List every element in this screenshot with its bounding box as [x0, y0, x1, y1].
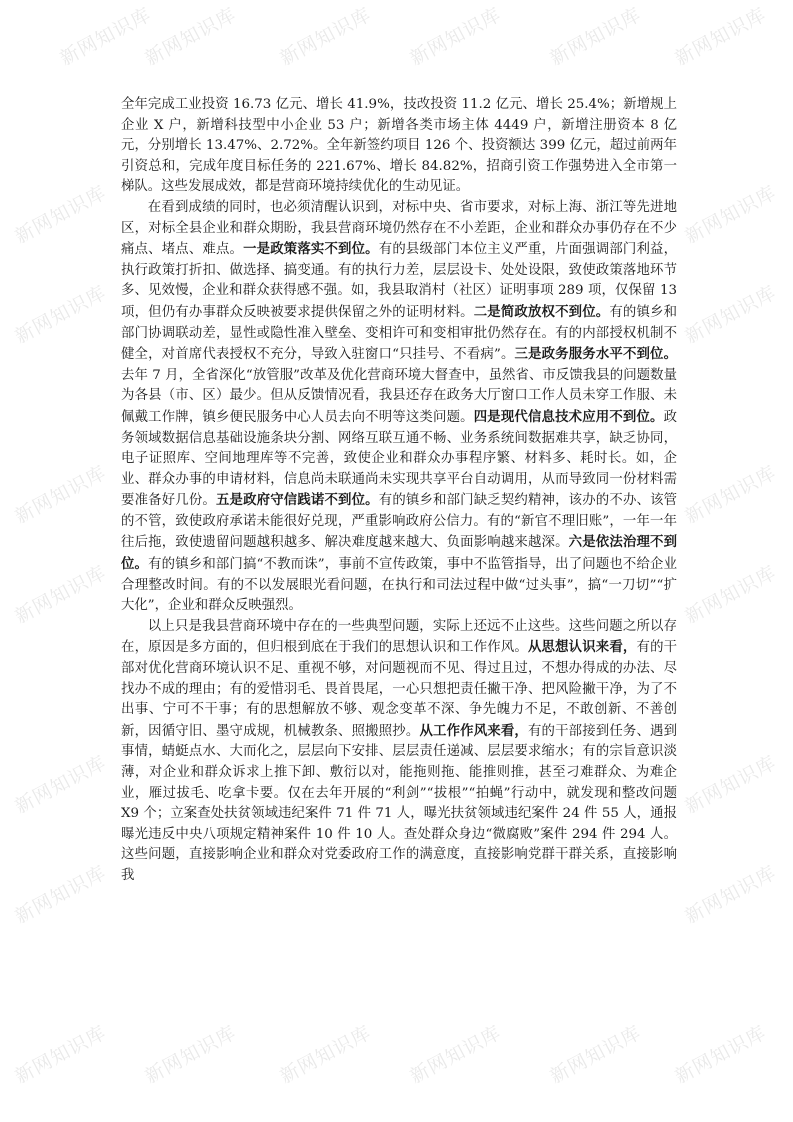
- watermark-text: 新网知识库: [681, 861, 781, 929]
- watermark-text: 新网知识库: [141, 1021, 241, 1089]
- watermark-text: 新网知识库: [546, 3, 646, 71]
- watermark-text: 新网知识库: [11, 861, 111, 929]
- paragraph-text: 去年 7 月，全省深化“放管服”改革及优化营商环境大督查中，虽然省、市反馈我县的问题数量为各县（市、区）最少。但从反馈情况看，我县还存在政务大厅窗口工作人员未穿工作服、未佩戴工作牌，镇乡便民服务中心人员去向不明等这类问题。: [121, 367, 677, 425]
- bold-heading: 三是政务服务水平不到位。: [514, 346, 677, 363]
- watermark-text: 新网知识库: [546, 1021, 646, 1089]
- bold-heading: 四是现代信息技术应用不到位。: [473, 408, 664, 425]
- bold-heading: 从思想认识来看，: [527, 639, 637, 656]
- watermark-text: 新网知识库: [276, 1021, 376, 1089]
- paragraph-text: 有的县级部门本位主义严重，片面强调部门利益，执行政策打折扣、做选择、搞变通。有的执行力差，层层设卡、处处设限，致使政策落地环节多、见效慢，企业和群众获得感不强。如，我县取消村（社区）证明事项 289 项，仅保留 13 项，但仍有办事群众反映被要求提供保留之外的证明材料。: [121, 242, 678, 320]
- watermark-text: 新网知识库: [56, 3, 156, 71]
- bold-heading: 五是政府守信践诺不到位。: [215, 492, 379, 509]
- watermark-text: 新网知识库: [141, 3, 241, 71]
- watermark-text: 新网知识库: [681, 461, 781, 529]
- watermark-text: 新网知识库: [681, 561, 781, 629]
- watermark-text: 新网知识库: [681, 281, 781, 349]
- bold-heading: 从工作作风来看，: [419, 722, 528, 739]
- bold-heading: 一是政策落实不到位。: [243, 241, 379, 258]
- paragraph-text: 政务领域数据信息基础设施条块分割、网络互联互通不畅、业务系统间数据难共享，缺乏协同，电子证照库、空间地理库等不完善，致使企业和群众办事程序繁、材料多、耗时长。如，企业、群众办事的申请材料，信息尚未联通尚未实现共享平台自动调用，从而导致同一份材料需要准备好几份。: [121, 409, 678, 509]
- watermark-text: 新网知识库: [11, 281, 111, 349]
- bold-heading: 二是简政放权不到位。: [473, 303, 610, 320]
- watermark-text: 新网知识库: [11, 561, 111, 629]
- bold-heading: 六是依法治理不到位。: [121, 534, 678, 573]
- watermark-text: 新网知识库: [671, 3, 771, 71]
- watermark-text: 新网知识库: [671, 1021, 771, 1089]
- watermark-text: 新网知识库: [11, 181, 111, 249]
- paragraph-text: 以上只是我县营商环境中存在的一些典型问题，实际上还远不止这些。这些问题之所以存在，原因是多方面的，但归根到底在于我们的思想认识和工作作风。: [121, 618, 677, 656]
- paragraph-1: 全年完成工业投资 16.73 亿元、增长 41.9%，技改投资 11.2 亿元、增长 25.4%；新增规上企业 X 户，新增科技型中小企业 53 户；新增各类市场主体 4449 户，新增注册资本 8 亿元，分别增长 13.47%、2.72%。全年新签约项目 126 个、投资额达 399 亿元，超过前两年引资总和，完成年度目标任务的 221.67%、增长 84.82%，招商引资工作强势进入全市第一梯队。这些发展成效，都是营商环境持续优化的生动见证。: [121, 97, 677, 195]
- watermark-text: 新网知识库: [406, 3, 506, 71]
- paragraph-text: 有的干部对优化营商环境认识不足、重视不够，对问题视而不见、得过且过，不想办得成的办法、尽找办不成的理由；有的爱惜羽毛、畏首畏尾，一心只想把责任撇干净、把风险撇干净，为了不出事、宁可不干事；有的思想解放不够、观念变革不深、争先魄力不足，不敢创新、不善创新，因循守旧、墨守成规，机械教条、照搬照抄。: [121, 640, 678, 739]
- paragraph-text: 有的镇乡和部门缺乏契约精神，该办的不办、该管的不管，致使政府承诺未能很好兑现，严重影响政府公信力。有的“新官不理旧账”，一年一年往后拖，致使遗留问题越积越多、解决难度越来越大、负面影响越来越深。: [121, 493, 678, 551]
- paragraph-text: 有的干部接到任务、遇到事情，蜻蜓点水、大而化之，层层向下安排、层层责任递减、层层要求缩水；有的宗旨意识淡薄，对企业和群众诉求上推下卸、敷衍以对，能拖则拖、能推则推，甚至刁难群众、为难企业，雁过拔毛、吃拿卡要。仅在去年开展的“利剑”“拔根”“拍蝇”行动中，就发现和整改问题 X9 个；立案查处扶贫领域违纪案件 71 件 71 人，曝光扶贫领域违纪案件 24 件 55 人，通报曝光违反中央八项规定精神案件 10 件 10 人。查处群众身边“微腐败”案件 294 件 294 人。这些问题，直接影响企业和群众对党委政府工作的满意度，直接影响党群干群关系，直接影响我: [121, 723, 678, 883]
- watermark-text: 新网知识库: [681, 181, 781, 249]
- paragraph-3: [121, 617, 677, 887]
- paragraph-text: 有的镇乡和部门搞“不教而诛”，事前不宣传政策，事中不监管指导，出了问题也不给企业合理整改时间。有的不以发展眼光看问题，在执行和司法过程中做“过头事”，搞“一刀切”“扩大化”，企业和群众反映强烈。: [121, 557, 677, 614]
- watermark-text: 新网知识库: [11, 751, 111, 819]
- watermark-text: 新网知识库: [11, 461, 111, 529]
- paragraph-text: 在看到成绩的同时，也必须清醒认识到，对标中央、省市要求，对标上海、浙江等先进地区，对标全县企业和群众期盼，我县营商环境仍然存在不小差距，企业和群众办事仍存在不少痛点、堵点、难点。: [121, 199, 677, 258]
- watermark-text: 新网知识库: [276, 3, 376, 71]
- watermark-text: 新网知识库: [681, 751, 781, 819]
- watermark-text: 新网知识库: [11, 1021, 111, 1089]
- watermark-text: 新网知识库: [406, 1021, 506, 1089]
- paragraph-2: [121, 198, 677, 617]
- paragraph-text: 有的镇乡和部门协调联动差，显性或隐性准入壁垒、变相许可和变相审批仍然存在。有的内部授权机制不健全，对首席代表授权不充分，导致入驻窗口“只挂号、不看病”。: [121, 304, 678, 363]
- document-body: [121, 95, 677, 887]
